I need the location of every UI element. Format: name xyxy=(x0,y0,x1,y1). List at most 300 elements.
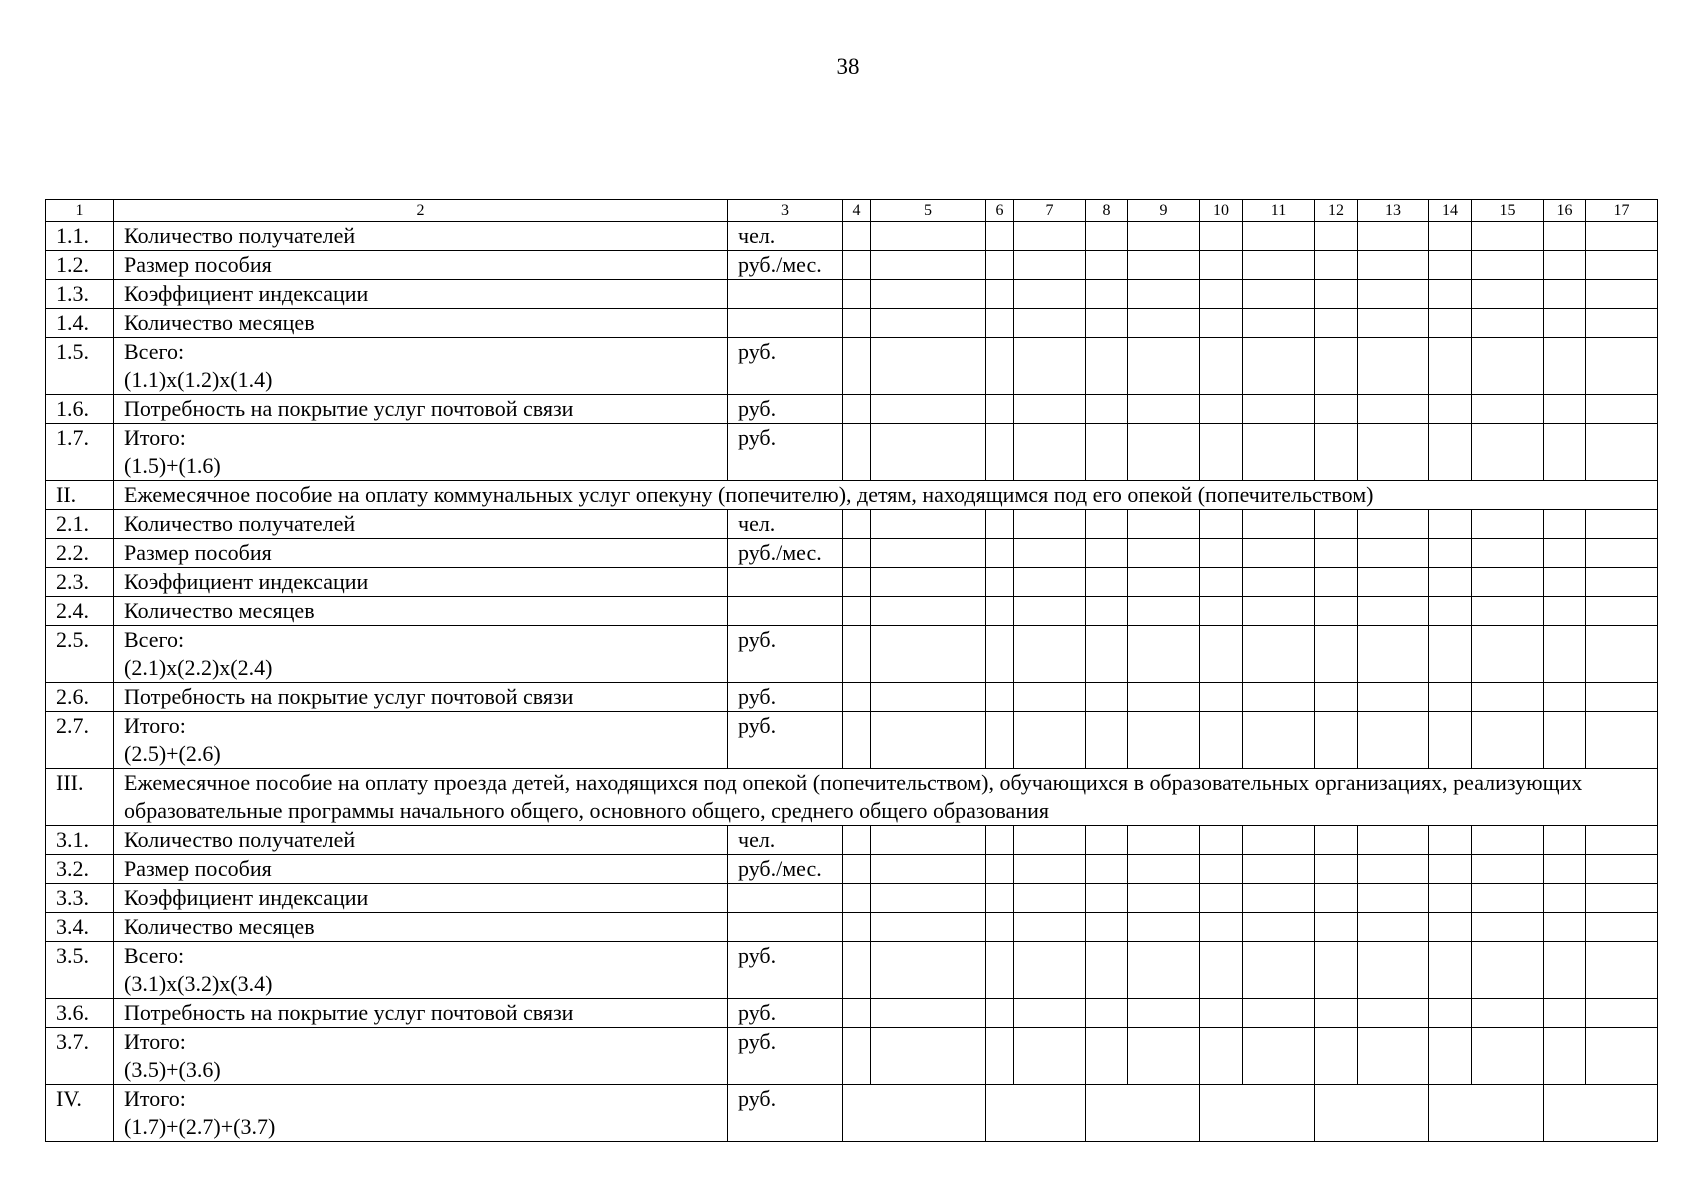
value-cell xyxy=(1586,568,1658,597)
row-label xyxy=(114,568,728,597)
value-cell xyxy=(871,884,986,913)
row-label xyxy=(114,913,728,942)
row-unit: руб. xyxy=(728,942,843,999)
value-cell xyxy=(1200,222,1243,251)
row-label-line: Коэффициент индексации xyxy=(124,885,369,910)
value-cell xyxy=(1586,1028,1658,1085)
value-cell xyxy=(1315,222,1358,251)
value-cell xyxy=(843,539,871,568)
value-cell xyxy=(1358,395,1429,424)
value-cell xyxy=(986,395,1014,424)
value-cell xyxy=(843,826,871,855)
table-row xyxy=(46,884,1658,913)
value-cell xyxy=(1358,1028,1429,1085)
value-cell xyxy=(1315,942,1358,999)
value-cell xyxy=(1243,913,1315,942)
value-cell xyxy=(1315,855,1358,884)
value-cell xyxy=(1544,309,1586,338)
row-label-line: Коэффициент индексации xyxy=(124,569,369,594)
row-number: 2.3. xyxy=(46,568,114,597)
value-cell xyxy=(1429,942,1472,999)
row-label-line: Всего: xyxy=(124,627,185,652)
value-cell xyxy=(843,913,871,942)
budget-table xyxy=(45,199,1658,1142)
row-number: 2.5. xyxy=(46,626,114,683)
value-cell xyxy=(871,913,986,942)
value-cell xyxy=(1544,280,1586,309)
value-cell xyxy=(1086,913,1128,942)
value-cell xyxy=(1014,222,1086,251)
value-cell xyxy=(1429,913,1472,942)
value-cell xyxy=(1128,597,1200,626)
value-cell xyxy=(1358,712,1429,769)
row-number: 2.7. xyxy=(46,712,114,769)
value-cell xyxy=(1014,884,1086,913)
value-cell xyxy=(1586,309,1658,338)
value-cell xyxy=(1128,913,1200,942)
value-cell xyxy=(1358,913,1429,942)
value-cell xyxy=(871,855,986,884)
value-cell xyxy=(1014,568,1086,597)
value-cell xyxy=(1429,1085,1544,1142)
value-cell xyxy=(986,855,1014,884)
value-cell xyxy=(1315,913,1358,942)
value-cell xyxy=(1586,510,1658,539)
row-unit: руб. xyxy=(728,626,843,683)
section-title: Ежемесячное пособие на оплату коммунальных услуг опекуну (попечителю), детям, находящимся под его опекой (попечительством) xyxy=(114,481,1658,510)
value-cell xyxy=(1358,539,1429,568)
row-unit: чел. xyxy=(728,222,843,251)
value-cell xyxy=(1472,999,1544,1028)
row-label xyxy=(114,884,728,913)
value-cell xyxy=(1243,683,1315,712)
value-cell xyxy=(1429,395,1472,424)
row-label xyxy=(114,424,728,481)
value-cell xyxy=(843,942,871,999)
value-cell xyxy=(1472,884,1544,913)
column-number-2: 2 xyxy=(114,200,728,222)
value-cell xyxy=(1586,395,1658,424)
value-cell xyxy=(871,568,986,597)
value-cell xyxy=(1586,280,1658,309)
value-cell xyxy=(1243,884,1315,913)
value-cell xyxy=(986,222,1014,251)
value-cell xyxy=(1243,424,1315,481)
value-cell xyxy=(1315,683,1358,712)
value-cell xyxy=(1200,309,1243,338)
value-cell xyxy=(1472,309,1544,338)
row-label xyxy=(114,395,728,424)
row-label xyxy=(114,826,728,855)
value-cell xyxy=(1544,683,1586,712)
value-cell xyxy=(1243,626,1315,683)
value-cell xyxy=(1586,999,1658,1028)
value-cell xyxy=(871,539,986,568)
value-cell xyxy=(1200,568,1243,597)
row-label xyxy=(114,222,728,251)
row-label-line: Потребность на покрытие услуг почтовой связи xyxy=(124,1000,574,1025)
value-cell xyxy=(871,309,986,338)
column-number-14: 14 xyxy=(1429,200,1472,222)
value-cell xyxy=(1429,280,1472,309)
value-cell xyxy=(1315,309,1358,338)
value-cell xyxy=(1358,597,1429,626)
value-cell xyxy=(1315,626,1358,683)
value-cell xyxy=(1358,222,1429,251)
row-number: 2.2. xyxy=(46,539,114,568)
table-row xyxy=(46,597,1658,626)
value-cell xyxy=(1472,942,1544,999)
value-cell xyxy=(986,1028,1014,1085)
value-cell xyxy=(1086,251,1128,280)
row-number: 2.6. xyxy=(46,683,114,712)
row-label xyxy=(114,539,728,568)
row-label xyxy=(114,999,728,1028)
value-cell xyxy=(1086,1028,1128,1085)
value-cell xyxy=(1472,568,1544,597)
value-cell xyxy=(1014,626,1086,683)
value-cell xyxy=(1586,597,1658,626)
value-cell xyxy=(1544,539,1586,568)
value-cell xyxy=(1358,626,1429,683)
value-cell xyxy=(871,683,986,712)
row-label-line: Размер пособия xyxy=(124,540,272,565)
value-cell xyxy=(1200,1028,1243,1085)
table-row xyxy=(46,999,1658,1028)
value-cell xyxy=(1200,826,1243,855)
value-cell xyxy=(1586,338,1658,395)
row-label xyxy=(114,597,728,626)
value-cell xyxy=(1315,826,1358,855)
value-cell xyxy=(843,251,871,280)
table-row xyxy=(46,539,1658,568)
value-cell xyxy=(1358,999,1429,1028)
value-cell xyxy=(1200,884,1243,913)
value-cell xyxy=(986,826,1014,855)
value-cell xyxy=(1544,395,1586,424)
value-cell xyxy=(1544,222,1586,251)
value-cell xyxy=(1243,712,1315,769)
value-cell xyxy=(1544,597,1586,626)
table-row xyxy=(46,395,1658,424)
value-cell xyxy=(1429,626,1472,683)
value-cell xyxy=(1086,222,1128,251)
value-cell xyxy=(1315,568,1358,597)
section-row xyxy=(46,481,1658,510)
value-cell xyxy=(843,424,871,481)
row-label xyxy=(114,338,728,395)
column-number-17: 17 xyxy=(1586,200,1658,222)
row-number: 1.1. xyxy=(46,222,114,251)
value-cell xyxy=(1086,999,1128,1028)
row-unit xyxy=(728,280,843,309)
value-cell xyxy=(1544,626,1586,683)
row-unit: руб. xyxy=(728,424,843,481)
value-cell xyxy=(1014,683,1086,712)
value-cell xyxy=(1128,395,1200,424)
row-label xyxy=(114,251,728,280)
value-cell xyxy=(1014,913,1086,942)
value-cell xyxy=(1358,826,1429,855)
value-cell xyxy=(1200,395,1243,424)
value-cell xyxy=(1315,597,1358,626)
value-cell xyxy=(1014,424,1086,481)
value-cell xyxy=(1128,855,1200,884)
value-cell xyxy=(871,597,986,626)
row-label-line: (3.5)+(3.6) xyxy=(124,1057,221,1082)
value-cell xyxy=(1243,280,1315,309)
value-cell xyxy=(1586,913,1658,942)
value-cell xyxy=(1200,539,1243,568)
value-cell xyxy=(986,251,1014,280)
row-unit: руб./мес. xyxy=(728,251,843,280)
row-label-line: (2.1)x(2.2)x(2.4) xyxy=(124,655,273,680)
table-body xyxy=(46,200,1658,1142)
value-cell xyxy=(1128,568,1200,597)
header-row xyxy=(46,200,1658,222)
value-cell xyxy=(871,424,986,481)
row-unit: руб. xyxy=(728,999,843,1028)
row-unit: руб. xyxy=(728,1028,843,1085)
value-cell xyxy=(843,568,871,597)
section-number: III. xyxy=(46,769,114,826)
value-cell xyxy=(871,280,986,309)
row-unit: чел. xyxy=(728,826,843,855)
value-cell xyxy=(1358,251,1429,280)
value-cell xyxy=(1315,424,1358,481)
row-label-line: (1.5)+(1.6) xyxy=(124,453,221,478)
value-cell xyxy=(871,999,986,1028)
value-cell xyxy=(986,913,1014,942)
value-cell xyxy=(1544,568,1586,597)
value-cell xyxy=(1315,884,1358,913)
table-row xyxy=(46,913,1658,942)
value-cell xyxy=(1472,251,1544,280)
value-cell xyxy=(871,395,986,424)
value-cell xyxy=(1086,826,1128,855)
column-number-10: 10 xyxy=(1200,200,1243,222)
value-cell xyxy=(1128,942,1200,999)
row-number: 1.5. xyxy=(46,338,114,395)
value-cell xyxy=(871,826,986,855)
value-cell xyxy=(1243,309,1315,338)
row-unit: руб. xyxy=(728,683,843,712)
section-title: Ежемесячное пособие на оплату проезда детей, находящихся под опекой (попечительством), обучающихся в образовательных организациях, реализующих образовательные программы начального общего, основного общего, среднего общего образования xyxy=(114,769,1658,826)
value-cell xyxy=(1586,626,1658,683)
value-cell xyxy=(1200,942,1243,999)
value-cell xyxy=(1472,222,1544,251)
row-unit: руб. xyxy=(728,395,843,424)
value-cell xyxy=(871,626,986,683)
value-cell xyxy=(1200,626,1243,683)
value-cell xyxy=(1243,999,1315,1028)
value-cell xyxy=(1429,539,1472,568)
value-cell xyxy=(1315,712,1358,769)
value-cell xyxy=(986,626,1014,683)
row-label-line: Количество месяцев xyxy=(124,914,315,939)
row-number: 3.7. xyxy=(46,1028,114,1085)
value-cell xyxy=(1243,338,1315,395)
value-cell xyxy=(1544,913,1586,942)
value-cell xyxy=(1128,999,1200,1028)
value-cell xyxy=(1086,1085,1200,1142)
value-cell xyxy=(1429,683,1472,712)
value-cell xyxy=(1243,395,1315,424)
row-number: 3.6. xyxy=(46,999,114,1028)
row-number: 2.1. xyxy=(46,510,114,539)
value-cell xyxy=(986,683,1014,712)
row-label-line: Всего: xyxy=(124,339,185,364)
row-label xyxy=(114,1028,728,1085)
value-cell xyxy=(1086,942,1128,999)
value-cell xyxy=(1014,510,1086,539)
value-cell xyxy=(1472,913,1544,942)
row-label-line: Количество получателей xyxy=(124,827,356,852)
row-number: 3.1. xyxy=(46,826,114,855)
row-unit xyxy=(728,597,843,626)
value-cell xyxy=(1472,424,1544,481)
row-label xyxy=(114,626,728,683)
row-number: 3.2. xyxy=(46,855,114,884)
value-cell xyxy=(1086,712,1128,769)
value-cell xyxy=(1014,942,1086,999)
total-row xyxy=(46,1085,1658,1142)
value-cell xyxy=(1544,942,1586,999)
value-cell xyxy=(1086,539,1128,568)
row-unit xyxy=(728,309,843,338)
row-label-line: Потребность на покрытие услуг почтовой связи xyxy=(124,396,574,421)
value-cell xyxy=(1086,884,1128,913)
value-cell xyxy=(843,222,871,251)
row-label xyxy=(114,309,728,338)
value-cell xyxy=(1315,251,1358,280)
value-cell xyxy=(1128,826,1200,855)
row-number: 1.2. xyxy=(46,251,114,280)
row-number: IV. xyxy=(46,1085,114,1142)
column-number-11: 11 xyxy=(1243,200,1315,222)
value-cell xyxy=(1544,999,1586,1028)
value-cell xyxy=(1429,999,1472,1028)
table-row xyxy=(46,712,1658,769)
value-cell xyxy=(1429,712,1472,769)
value-cell xyxy=(1472,1028,1544,1085)
value-cell xyxy=(1014,309,1086,338)
value-cell xyxy=(1315,280,1358,309)
value-cell xyxy=(1200,999,1243,1028)
row-label-line: Размер пособия xyxy=(124,856,272,881)
value-cell xyxy=(986,884,1014,913)
value-cell xyxy=(1200,424,1243,481)
row-unit: руб./мес. xyxy=(728,855,843,884)
row-label-line: Потребность на покрытие услуг почтовой связи xyxy=(124,684,574,709)
column-number-12: 12 xyxy=(1315,200,1358,222)
value-cell xyxy=(1014,597,1086,626)
value-cell xyxy=(1544,826,1586,855)
row-label xyxy=(114,683,728,712)
value-cell xyxy=(1358,568,1429,597)
value-cell xyxy=(1128,683,1200,712)
value-cell xyxy=(1429,855,1472,884)
row-label-line: Итого: xyxy=(124,425,186,450)
row-number: 1.6. xyxy=(46,395,114,424)
value-cell xyxy=(1429,510,1472,539)
value-cell xyxy=(1243,597,1315,626)
value-cell xyxy=(1200,280,1243,309)
row-label-line: Итого: xyxy=(124,1029,186,1054)
value-cell xyxy=(1128,280,1200,309)
value-cell xyxy=(1128,338,1200,395)
value-cell xyxy=(1200,683,1243,712)
value-cell xyxy=(871,942,986,999)
value-cell xyxy=(1128,309,1200,338)
column-number-13: 13 xyxy=(1358,200,1429,222)
value-cell xyxy=(1086,855,1128,884)
value-cell xyxy=(843,338,871,395)
column-number-1: 1 xyxy=(46,200,114,222)
value-cell xyxy=(1315,510,1358,539)
row-label-line: (2.5)+(2.6) xyxy=(124,741,221,766)
table-row xyxy=(46,683,1658,712)
value-cell xyxy=(1243,510,1315,539)
value-cell xyxy=(1429,424,1472,481)
table-row xyxy=(46,280,1658,309)
value-cell xyxy=(1128,626,1200,683)
value-cell xyxy=(986,280,1014,309)
value-cell xyxy=(986,424,1014,481)
value-cell xyxy=(1243,539,1315,568)
value-cell xyxy=(1200,251,1243,280)
value-cell xyxy=(1200,712,1243,769)
value-cell xyxy=(1544,855,1586,884)
value-cell xyxy=(843,683,871,712)
row-label-line: Всего: xyxy=(124,943,185,968)
row-unit: руб. xyxy=(728,712,843,769)
row-label-line: Итого: xyxy=(124,713,186,738)
table-row xyxy=(46,1028,1658,1085)
value-cell xyxy=(1086,395,1128,424)
value-cell xyxy=(1014,395,1086,424)
table-row xyxy=(46,424,1658,481)
value-cell xyxy=(986,510,1014,539)
table-row xyxy=(46,626,1658,683)
row-number: 3.5. xyxy=(46,942,114,999)
value-cell xyxy=(986,568,1014,597)
row-label-line: Количество месяцев xyxy=(124,598,315,623)
value-cell xyxy=(1200,338,1243,395)
value-cell xyxy=(1243,942,1315,999)
value-cell xyxy=(1429,251,1472,280)
value-cell xyxy=(843,1028,871,1085)
value-cell xyxy=(1315,1085,1429,1142)
row-label-line: Коэффициент индексации xyxy=(124,281,369,306)
value-cell xyxy=(1128,1028,1200,1085)
row-unit: чел. xyxy=(728,510,843,539)
column-number-6: 6 xyxy=(986,200,1014,222)
value-cell xyxy=(1128,539,1200,568)
column-number-15: 15 xyxy=(1472,200,1544,222)
value-cell xyxy=(1358,280,1429,309)
value-cell xyxy=(1243,251,1315,280)
value-cell xyxy=(1086,683,1128,712)
value-cell xyxy=(871,510,986,539)
value-cell xyxy=(1128,884,1200,913)
value-cell xyxy=(1243,1028,1315,1085)
table-row xyxy=(46,942,1658,999)
value-cell xyxy=(1472,597,1544,626)
value-cell xyxy=(986,999,1014,1028)
value-cell xyxy=(1429,1028,1472,1085)
value-cell xyxy=(1472,510,1544,539)
